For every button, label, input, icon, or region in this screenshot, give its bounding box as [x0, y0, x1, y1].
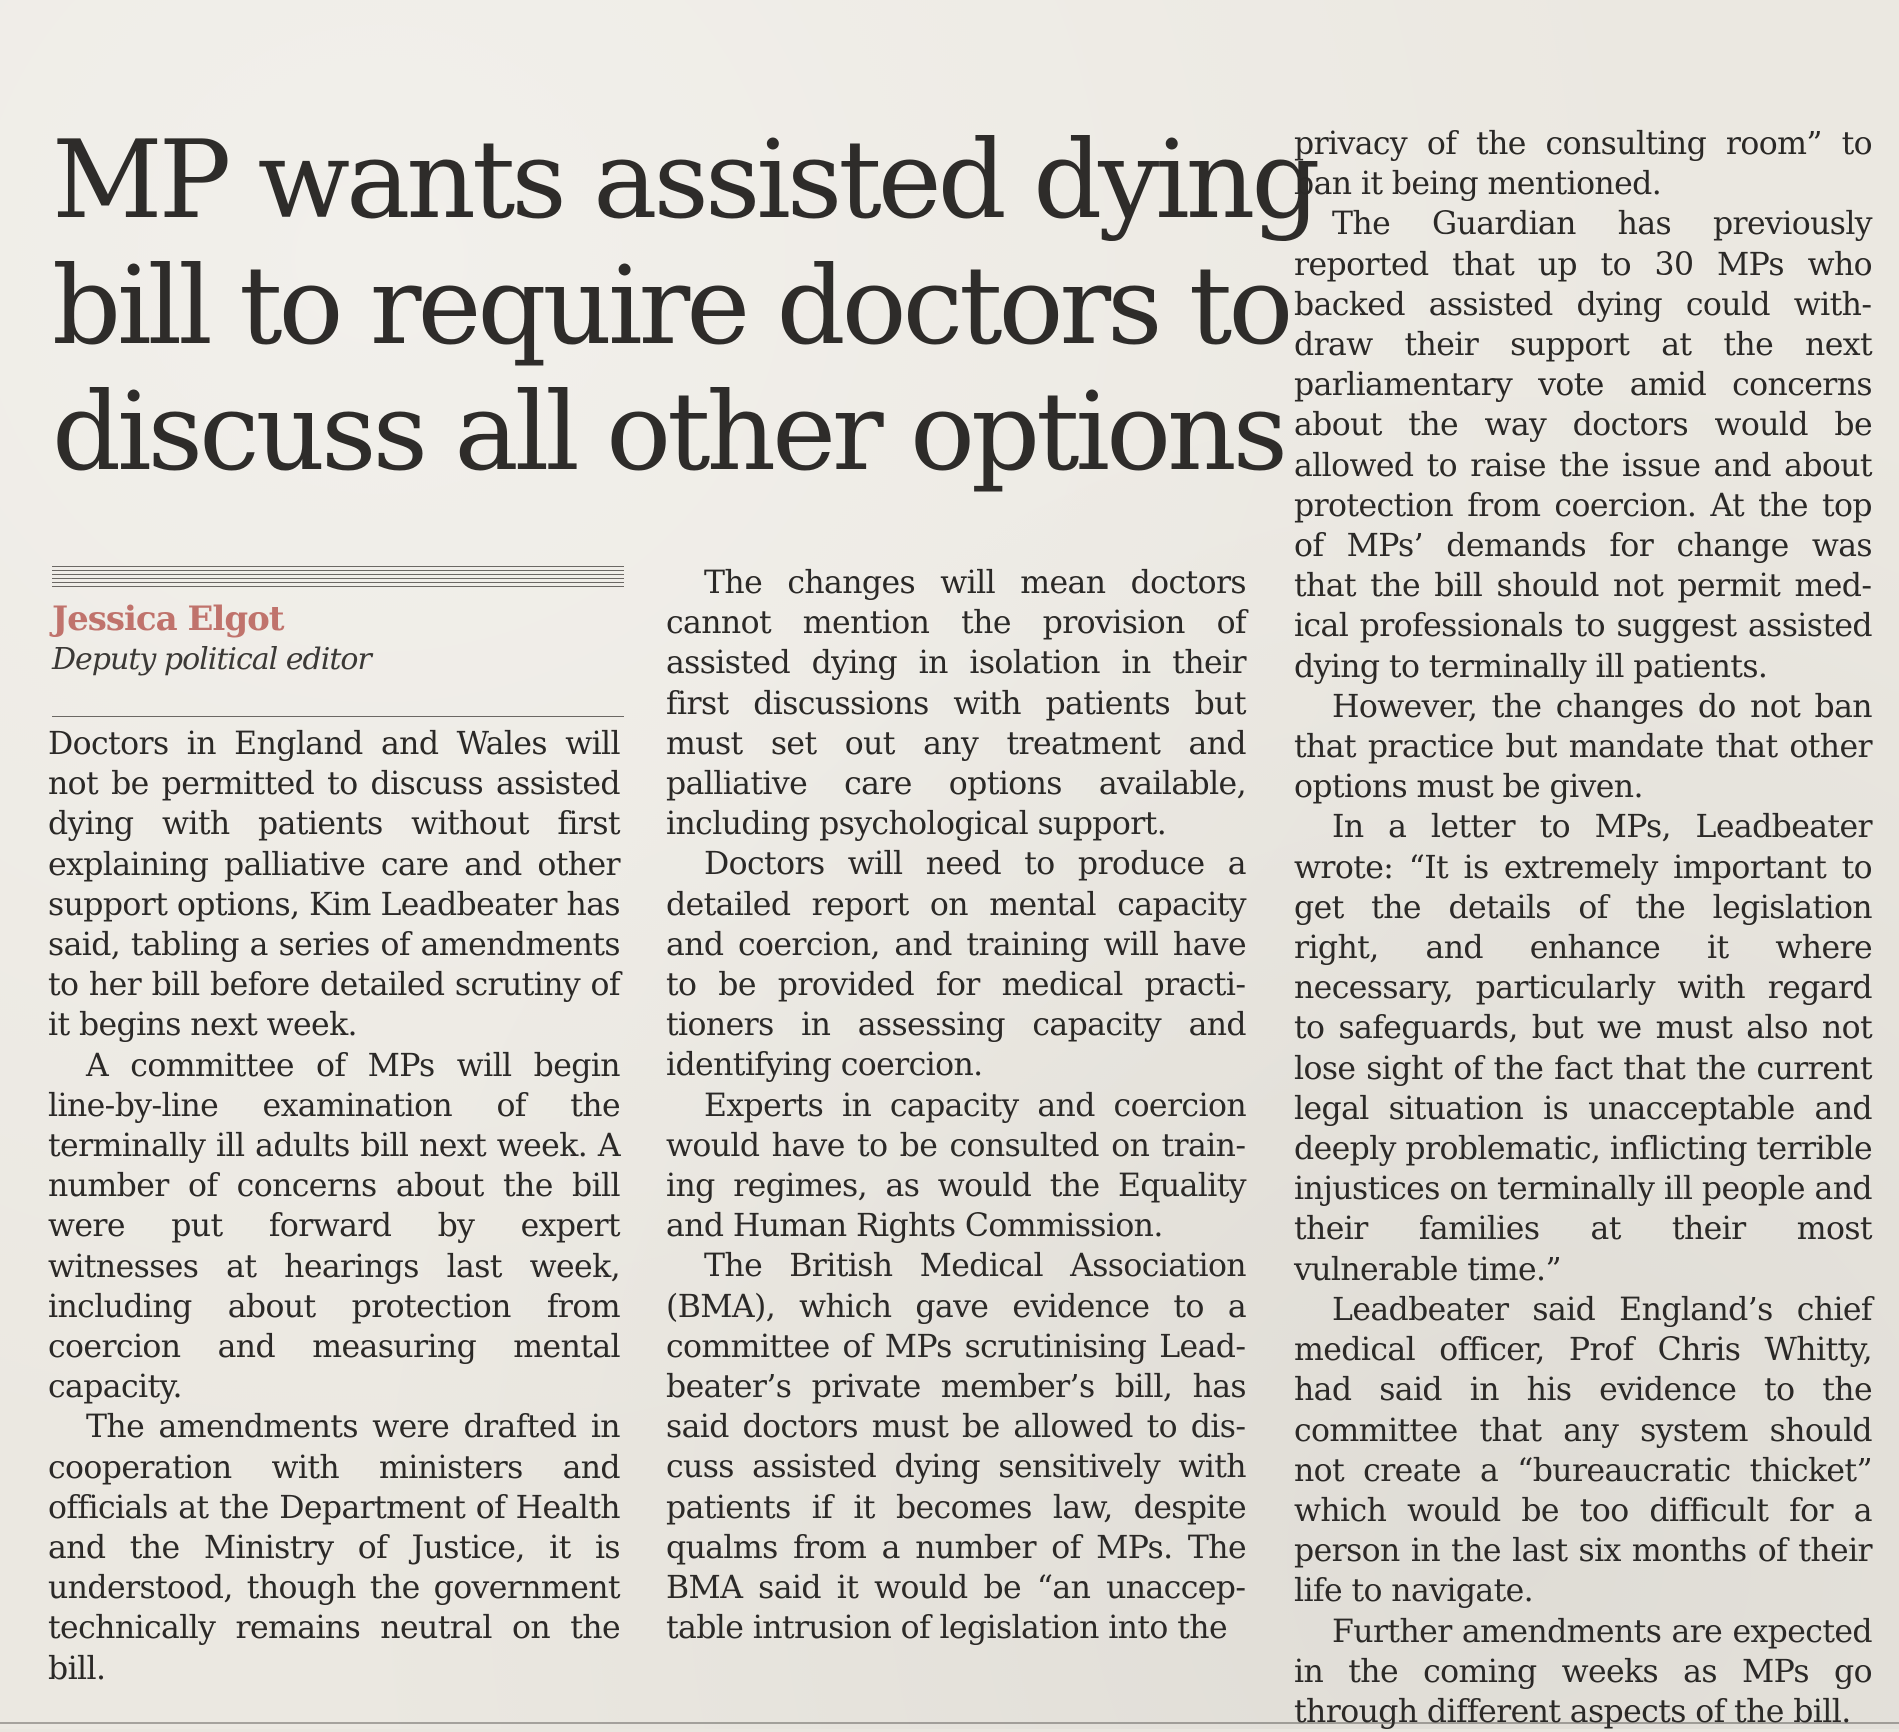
column-2 [666, 563, 1246, 1648]
paragraph: Experts in capacity and coercion would have to be consulted on training regimes, as would the Equality and Human Rights Commission. [666, 1087, 1246, 1245]
paragraph: Doctors will need to produce a detailed report on mental capacity and coercion, and training will have to be provided for medical practitioners in assessing capacity and identifying coercion. [666, 846, 1246, 1084]
author-name: Jessica Elgot [52, 599, 284, 639]
paragraph: Doctors in England and Wales will not be permitted to discuss assisted dying with patients without first explaining palliative care and other support options, Kim Leadbeater has said, tabling a series of amendments to her bill before detailed scrutiny of it begins next week. [48, 726, 620, 1044]
paragraph: The changes will mean doctors cannot mention the provision of assisted dying in isolation in their first discussions with patients but must set out any treatment and palliative care options available, including psychological support. [666, 565, 1246, 843]
paragraph: In a letter to MPs, Leadbeater wrote: “It is extremely important to get the details of the legislation right, and enhance it where necessary, particularly with regard to safeguards, but we must also not lose sight of the fact that the current legal situation is unacceptable and deeply problematic, inflicting terrible injustices on terminally ill people and their families at their most vulnerable time.” [1294, 809, 1872, 1288]
paragraph: Further amendments are expected in the coming weeks as MPs go through different aspects of the bill. [1294, 1613, 1872, 1730]
author-role: Deputy political editor [52, 642, 371, 677]
paragraph: A committee of MPs will begin line-by-line examination of the terminally ill adults bill next week. A number of concerns about the bill were put forward by expert witnesses at hearings last week, including about protection from coercion and measuring mental capacity. [48, 1047, 620, 1406]
column-3 [1294, 124, 1872, 1732]
paragraph: However, the changes do not ban that practice but mandate that other options must be given. [1294, 688, 1872, 806]
headline [52, 118, 1317, 496]
paragraph: Leadbeater said England’s chief medical officer, Prof Chris Whitty, had said in his evidence to the committee that any system should not create a “bureaucratic thicket” which would be too difficult for a person in the last six months of their life to navigate. [1294, 1291, 1872, 1610]
byline-rule-lines [52, 566, 624, 590]
paragraph: The Guardian has previously reported that up to 30 MPs who backed assisted dying could withdraw their support at the next parliamentary vote amid concerns about the way doctors would be allowed to raise the issue and about protection from coercion. At the top of MPs’ demands for change was that the bill should not permit medical professionals to suggest assisted dying to terminally ill patients. [1294, 206, 1872, 685]
byline [52, 598, 624, 680]
paragraph: The British Medical Association (BMA), which gave evidence to a committee of MPs scrutinising Leadbeater’s private member’s bill, has said doctors must be allowed to discuss assisted dying sensitively with patients if it becomes law, despite qualms from a number of MPs. The BMA said it would be “an unacceptable intrusion of legislation into the [666, 1248, 1246, 1647]
byline-divider [52, 716, 624, 717]
paragraph: The amendments were drafted in cooperation with ministers and officials at the Department of Health and the Ministry of Justice, it is understood, though the government technically remains neutral on the bill. [48, 1409, 620, 1687]
headline-line-2: bill to require doctors to [52, 244, 1290, 369]
headline-line-3: discuss all other options [52, 370, 1285, 495]
paragraph: privacy of the consulting room” to ban it being mentioned. [1294, 126, 1872, 203]
page-edge-line [0, 1722, 1899, 1724]
column-1 [48, 724, 620, 1689]
headline-line-1: MP wants assisted dying [52, 118, 1317, 243]
